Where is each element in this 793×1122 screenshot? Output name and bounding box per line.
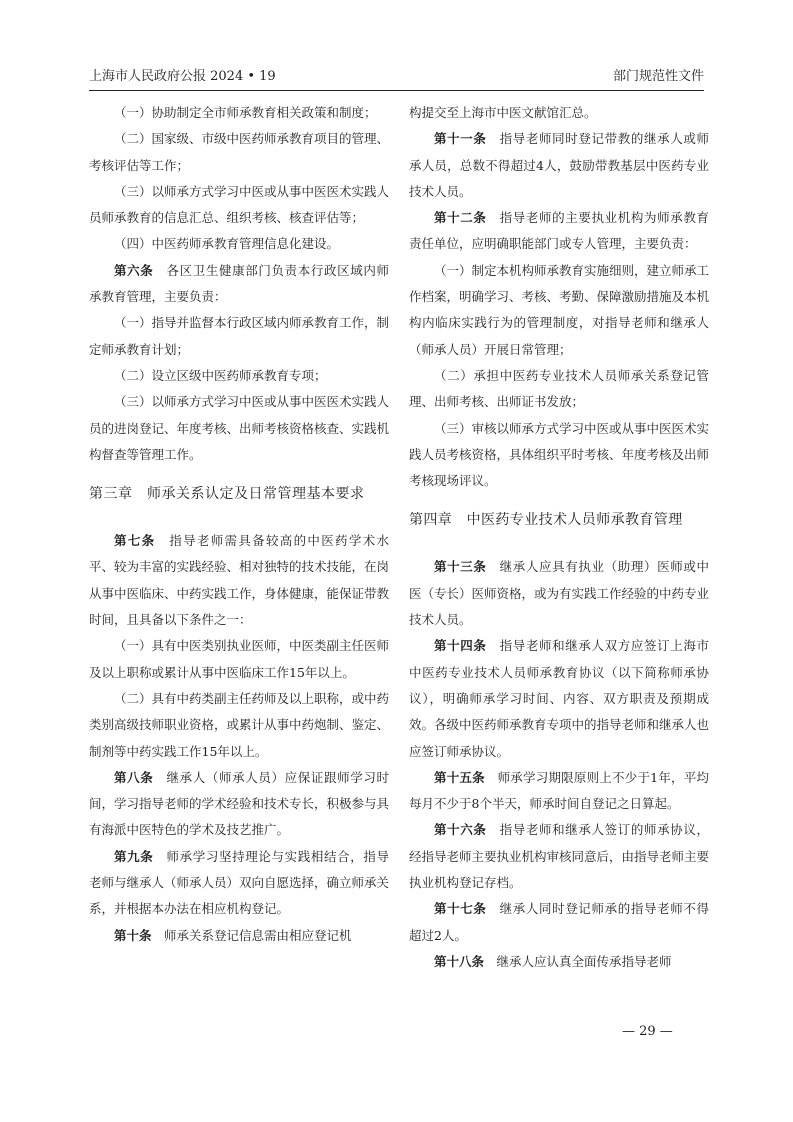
paragraph <box>409 633 709 764</box>
paragraph <box>409 949 709 975</box>
right-column <box>409 100 709 975</box>
paragraph <box>409 126 709 205</box>
paragraph-text: 指导老师的主要执业机构为师承教育责任单位，应明确职能部门或专人管理，主要负责： <box>409 210 709 252</box>
paragraph-text: （一）制定本机构师承教育实施细则，建立师承工作档案，明确学习、考核、考勤、保障激励措施及本机构内临床实践行为的管理制度，对指导老师和继承人（师承人员）开展日常管理； <box>409 262 710 357</box>
paragraph-text: 构提交至上海市中医文献馆汇总。 <box>409 105 597 120</box>
page-header <box>89 67 704 87</box>
paragraph-text: 指导老师和继承人签订的师承协议，经指导老师主要执业机构审核同意后，由指导老师主要执业机构登记存档。 <box>409 822 710 891</box>
article-label: 第十一条 <box>434 131 487 147</box>
article-label: 第九条 <box>114 848 154 864</box>
publication-title: 上海市人民政府公报 2024 • 19 <box>89 69 276 84</box>
paragraph-text: （一）具有中医类别执业医师，中医类副主任医师及以上职称或累计从事中医临床工作15年以上。 <box>89 638 390 680</box>
paragraph-text: （二）国家级、市级中医药师承教育项目的管理、考核评估等工作； <box>89 131 390 173</box>
paragraph-text: （二）设立区级中医药师承教育专项； <box>114 367 327 383</box>
article-label: 第十三条 <box>434 559 487 575</box>
paragraph-text: （一）指导并监督本行政区域内师承教育工作，制定师承教育计划； <box>89 315 390 357</box>
article-label: 第十八条 <box>434 953 485 969</box>
paragraph-text: 继承人应认真全面传承指导老师 <box>484 953 672 969</box>
paragraph-text: 继承人（师承人员）应保证跟师学习时间，学习指导老师的学术经验和技术专长，积极参与具有海派中医特色的学术及技艺推广。 <box>89 769 390 838</box>
paragraph <box>89 310 389 363</box>
paragraph <box>89 100 389 126</box>
paragraph-text: 指导老师同时登记带教的继承人或师承人员，总数不得超过4人，鼓励带教基层中医药专业技术人员。 <box>409 131 709 199</box>
paragraph <box>409 100 709 126</box>
chapter-4-title: 第四章 中医药专业技术人员师承教育管理 <box>409 512 683 529</box>
paragraph <box>409 363 709 416</box>
paragraph-text: （三）以师承方式学习中医或从事中医医术实践人员师承教育的信息汇总、组织考核、核查评估等； <box>89 183 390 226</box>
paragraph-text: 师承关系登记信息需由相应登记机 <box>151 927 352 943</box>
paragraph <box>409 765 709 818</box>
paragraph-text: （二）具有中药类副主任药师及以上职称，或中药类别高级技师职业资格，或累计从事中药炮制、鉴定、制剂等中药实践工作15年以上。 <box>89 690 390 759</box>
article-label: 第十六条 <box>434 822 487 838</box>
paragraph <box>89 389 389 468</box>
paragraph <box>89 363 389 389</box>
paragraph <box>89 633 389 686</box>
header-rule <box>89 90 704 91</box>
paragraph-text: 指导老师需具备较高的中医药学术水平、较为丰富的实践经验、相对独特的技术技能，在岗从事中医临床、中药实践工作，身体健康，能保证带教时间，且具备以下条件之一： <box>89 533 390 628</box>
paragraph <box>89 528 389 633</box>
paragraph-text: 继承人同时登记师承的指导老师不得超过2人。 <box>409 901 709 943</box>
article-label: 第十五条 <box>434 769 485 785</box>
paragraph <box>409 817 709 896</box>
paragraph <box>89 258 389 311</box>
paragraph-text: （一）协助制定全市师承教育相关政策和制度； <box>114 105 377 120</box>
paragraph <box>409 896 709 949</box>
article-label: 第十四条 <box>434 638 487 654</box>
paragraph-text: （四）中医药师承教育管理信息化建设。 <box>114 236 340 252</box>
paragraph <box>409 205 709 258</box>
paragraph-text: （三）审核以师承方式学习中医或从事中医医术实践人员考核资格，具体组织平时考核、年度考核及出师考核现场评议。 <box>409 420 710 489</box>
left-column <box>89 100 389 949</box>
paragraph <box>89 179 389 232</box>
paragraph <box>89 126 389 179</box>
paragraph-text: 指导老师和继承人双方应签订上海市中医药专业技术人员师承教育协议（以下简称师承协议），明确师承学习时间、内容、双方职责及预期成效。各级中医药师承教育专项中的指导老师和继承人也应签订师承协议。 <box>409 638 710 759</box>
paragraph <box>89 844 389 923</box>
paragraph-text: 师承学习期限原则上不少于1年，平均每月不少于8个半天，师承时间自登记之日算起。 <box>409 769 709 812</box>
paragraph <box>89 923 389 949</box>
article-label: 第十二条 <box>434 210 487 226</box>
page-number: — 29 — <box>622 1024 673 1039</box>
paragraph-text: 各区卫生健康部门负责本行政区域内师承教育管理，主要负责： <box>89 262 389 305</box>
paragraph <box>409 416 709 495</box>
article-label: 第十条 <box>114 927 152 943</box>
article-label: 第十七条 <box>434 901 487 917</box>
paragraph <box>89 231 389 257</box>
paragraph-text: （二）承担中医药专业技术人员师承关系登记管理、出师考核、出师证书发放； <box>409 367 709 410</box>
paragraph-text: （三）以师承方式学习中医或从事中医医术实践人员的进岗登记、年度考核、出师考核资格核查、实践机构督查等管理工作。 <box>89 394 390 462</box>
paragraph <box>409 258 709 363</box>
paragraph <box>89 686 389 765</box>
paragraph <box>409 554 709 633</box>
article-label: 第七条 <box>114 533 156 549</box>
article-label: 第八条 <box>114 769 154 785</box>
section-title: 部门规范性文件 <box>612 69 704 84</box>
paragraph-text: 师承学习坚持理论与实践相结合，指导老师与继承人（师承人员）双向自愿选择，确立师承关系，并根据本办法在相应机构登记。 <box>89 848 390 917</box>
chapter-3-title: 第三章 师承关系认定及日常管理基本要求 <box>89 486 365 503</box>
paragraph <box>89 765 389 844</box>
paragraph-text: 继承人应具有执业（助理）医师或中医（专长）医师资格，或为有实践工作经验的中药专业技术人员。 <box>409 559 710 628</box>
article-label: 第六条 <box>114 262 154 278</box>
